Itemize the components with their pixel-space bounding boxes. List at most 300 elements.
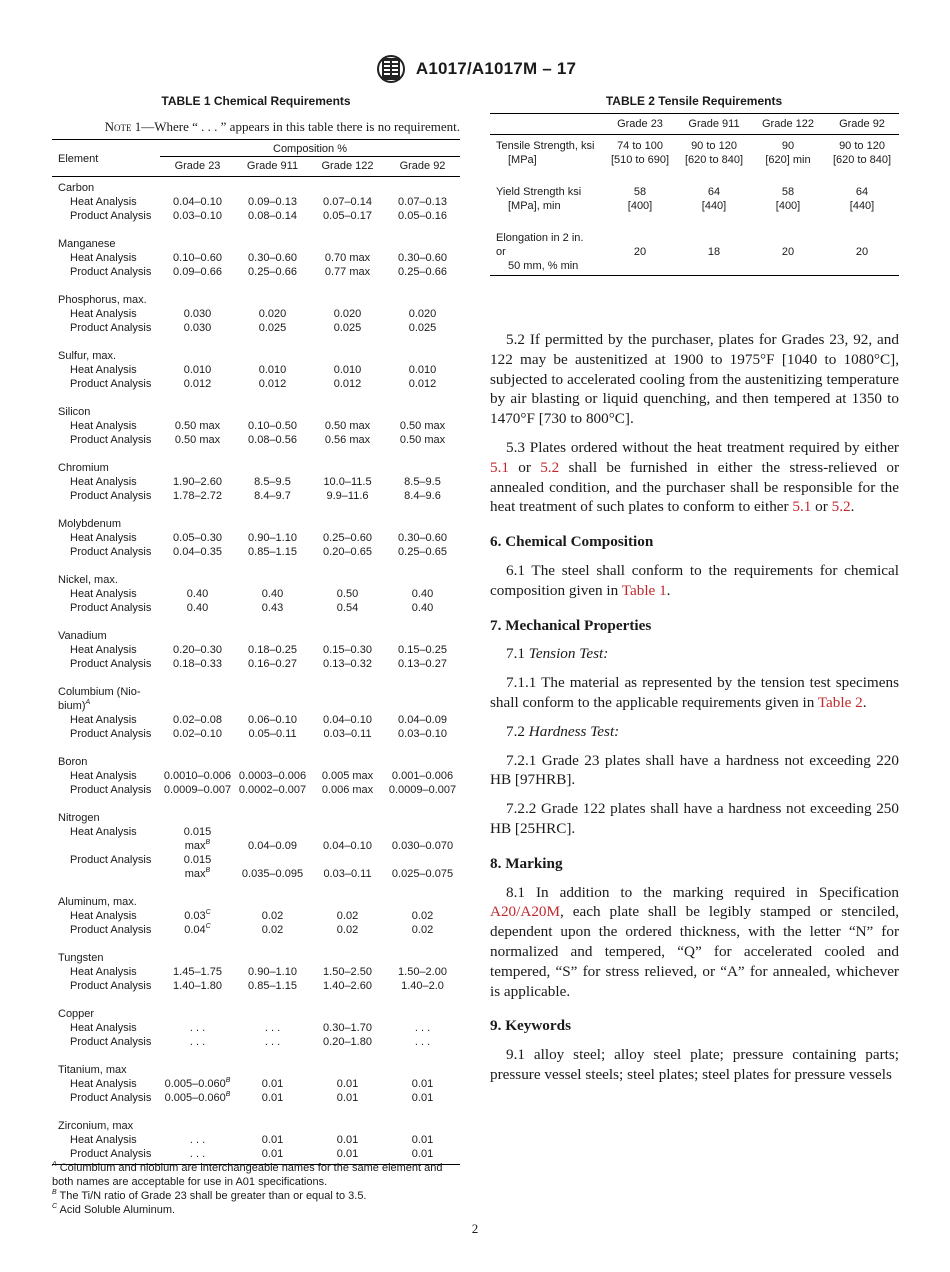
analysis-label: Product Analysis: [70, 784, 152, 796]
cell: 0.04–0.10: [173, 196, 222, 208]
cell: 0.01: [411, 1092, 434, 1104]
analysis-label: Product Analysis: [70, 546, 152, 558]
cell: 0.012: [258, 378, 287, 390]
element-name-line1: Columbium (Nio-: [58, 686, 141, 698]
page-header: [0, 54, 950, 84]
table-row: [52, 755, 460, 769]
cell: 0.50: [336, 588, 359, 600]
spacer-row: [52, 993, 460, 1007]
cell: 0.025: [408, 322, 437, 334]
grade-header: Grade 92: [385, 157, 460, 177]
element-name: Nitrogen: [58, 812, 100, 824]
subsection-title: Hardness Test:: [528, 722, 620, 740]
cell: 0.13–0.32: [323, 658, 372, 670]
analysis-label: Product Analysis: [70, 1036, 152, 1048]
footnote-ref: B: [225, 1077, 231, 1084]
cell: 8.5–9.5: [254, 476, 291, 488]
cell-line: [620 to 840]: [684, 154, 744, 166]
footnote-text: The Ti/N ratio of Grade 23 shall be greater than or equal to 3.5.: [56, 1190, 367, 1202]
link-a20[interactable]: A20/A20M: [490, 903, 561, 921]
cell: 0.85–1.15: [248, 546, 297, 558]
link-table-2[interactable]: Table 2: [817, 693, 863, 711]
table-row: [52, 461, 460, 475]
cell: [160, 1091, 235, 1105]
table-row: [52, 1119, 460, 1133]
cell: [160, 853, 235, 881]
table-row: [52, 545, 460, 559]
footnote-c: [52, 1203, 462, 1217]
cell: 20: [825, 227, 899, 276]
text-run: or: [508, 458, 541, 476]
element-name: Vanadium: [58, 630, 107, 642]
cell: 0.035–0.095: [241, 868, 304, 880]
cell: . . .: [189, 1134, 206, 1146]
cell: 0.025: [333, 322, 362, 334]
element-name: Carbon: [58, 182, 95, 194]
table-row: [52, 177, 460, 196]
analysis-label: Heat Analysis: [70, 364, 137, 376]
analysis-label: Heat Analysis: [70, 476, 137, 488]
analysis-label: Product Analysis: [70, 980, 152, 992]
composition-header: Composition %: [160, 140, 460, 157]
cell-line: max: [184, 840, 206, 852]
cell: 0.0002–0.007: [238, 784, 307, 796]
cell: 0.010: [183, 364, 212, 376]
link-section-5-2[interactable]: 5.2: [540, 458, 560, 476]
analysis-label: Product Analysis: [70, 434, 152, 446]
table-row: [52, 195, 460, 209]
cell-line: max: [184, 868, 206, 880]
element-name: Manganese: [58, 238, 116, 250]
analysis-label: Heat Analysis: [70, 196, 137, 208]
element-name: Chromium: [58, 462, 109, 474]
row-label-line: or: [496, 246, 506, 258]
cell: 0.56 max: [324, 434, 371, 446]
cell-line: 0.015: [183, 854, 212, 866]
cell-value: 0.005–0.060: [164, 1092, 226, 1104]
cell: 0.02: [411, 910, 434, 922]
paragraph-6-1: [490, 561, 899, 601]
row-label: [490, 181, 603, 227]
page-number: 2: [471, 1221, 479, 1236]
cell: 0.25–0.66: [398, 266, 447, 278]
paragraph-8-1: [490, 883, 899, 1002]
cell: [160, 825, 235, 853]
cell: 1.78–2.72: [173, 490, 222, 502]
cell: [160, 909, 235, 923]
analysis-label: Heat Analysis: [70, 714, 137, 726]
spacer-row: [52, 671, 460, 685]
table-row: [52, 251, 460, 265]
cell: 0.30–1.70: [323, 1022, 372, 1034]
text-run: 7.2: [506, 722, 529, 740]
spacer-row: [52, 741, 460, 755]
row-label-line: Tensile Strength, ksi: [496, 140, 595, 152]
cell: 0.0010–0.006: [163, 770, 232, 782]
cell-value: 0.04: [184, 924, 206, 936]
analysis-label: Heat Analysis: [70, 966, 137, 978]
cell: 0.010: [333, 364, 362, 376]
cell-line: [440]: [701, 200, 727, 212]
cell: [160, 923, 235, 937]
analysis-label: Heat Analysis: [70, 826, 137, 838]
body-text: [490, 330, 899, 1085]
cell: . . .: [189, 1022, 206, 1034]
footnote-ref: C: [205, 909, 211, 916]
grade-header: Grade 23: [160, 157, 235, 177]
cell-line: [400]: [627, 200, 653, 212]
link-section-5-1[interactable]: 5.1: [490, 458, 509, 476]
footnote-b: [52, 1189, 462, 1203]
cell: 0.30–0.60: [398, 532, 447, 544]
grade-header: Grade 911: [677, 114, 751, 135]
cell: . . .: [189, 1036, 206, 1048]
spacer-row: [52, 1049, 460, 1063]
spacer-row: [52, 223, 460, 237]
table-header-row: [490, 114, 899, 135]
cell: 0.50 max: [399, 420, 446, 432]
cell-value: 0.03: [184, 910, 206, 922]
cell: 0.50 max: [324, 420, 371, 432]
text-run: or: [811, 498, 832, 516]
paragraph-7-1-1: [490, 673, 899, 713]
table-row: [52, 951, 460, 965]
cell-line: 90: [781, 140, 795, 152]
cell: 0.02–0.08: [173, 714, 222, 726]
cell: 0.25–0.65: [398, 546, 447, 558]
spacer-row: [52, 615, 460, 629]
text-run: .: [862, 693, 867, 711]
grade-header: Grade 911: [235, 157, 310, 177]
element-name: Molybdenum: [58, 518, 121, 530]
footnote-ref: A: [85, 699, 91, 706]
element-name: Zirconium, max: [58, 1120, 134, 1132]
element-name: [52, 685, 460, 713]
table-row: [52, 1091, 460, 1105]
cell: 0.02–0.10: [173, 728, 222, 740]
cell: 0.05–0.30: [173, 532, 222, 544]
link-table-1[interactable]: Table 1: [621, 581, 667, 599]
footnote-text: Columbium and niobium are interchangeable names for the same element and both names are acceptable for use in A01 specifications.: [52, 1162, 443, 1188]
cell: . . .: [264, 1022, 281, 1034]
cell: 0.005 max: [321, 770, 374, 782]
cell: [603, 135, 677, 182]
cell: 0.18–0.33: [173, 658, 222, 670]
element-name: Nickel, max.: [58, 574, 118, 586]
analysis-label: Product Analysis: [70, 924, 152, 936]
cell: 0.70 max: [324, 252, 371, 264]
table-row: [52, 363, 460, 377]
analysis-label: Heat Analysis: [70, 1134, 137, 1146]
table-row: [52, 377, 460, 391]
subsection-title: Tension Test:: [528, 645, 609, 663]
cell: [603, 181, 677, 227]
table-row: [52, 811, 460, 825]
table-row: [490, 181, 899, 227]
section-heading-9: 9. Keywords: [490, 1017, 571, 1035]
table-row: [52, 307, 460, 321]
link-section-5-2[interactable]: 5.2: [831, 498, 851, 516]
cell: 0.020: [408, 308, 437, 320]
cell-line: 58: [781, 186, 795, 198]
paragraph-9-1: 9.1 alloy steel; alloy steel plate; pressure containing parts; pressure vessel steels; steel plates; steel plates for pressure vessels: [490, 1046, 899, 1083]
table-row: [52, 769, 460, 783]
analysis-label: Heat Analysis: [70, 1078, 137, 1090]
cell: 9.9–11.6: [326, 490, 369, 502]
table-row: [52, 727, 460, 741]
table-row: [52, 657, 460, 671]
table-row: [52, 419, 460, 433]
cell: 0.0003–0.006: [238, 770, 307, 782]
cell: 0.50 max: [399, 434, 446, 446]
cell: . . .: [414, 1036, 431, 1048]
cell: 0.010: [408, 364, 437, 376]
paragraph-7-2: [490, 722, 899, 742]
cell: [825, 181, 899, 227]
row-label: [490, 227, 603, 276]
table-row: [52, 1077, 460, 1091]
footnote-ref: B: [225, 1091, 231, 1098]
analysis-label: Heat Analysis: [70, 1022, 137, 1034]
section-heading-6: 6. Chemical Composition: [490, 533, 654, 551]
table-row: [52, 489, 460, 503]
table-row: [52, 685, 460, 713]
cell: 0.01: [310, 1147, 385, 1165]
table-row: [52, 321, 460, 335]
cell: 0.01: [411, 1134, 434, 1146]
cell: 0.25–0.60: [323, 532, 372, 544]
cell: 20: [603, 227, 677, 276]
footnote-mark: B: [52, 1189, 57, 1196]
footnote-mark: C: [52, 1203, 58, 1210]
row-label-line: Yield Strength ksi: [496, 186, 582, 198]
grade-header: Grade 122: [751, 114, 825, 135]
analysis-label: Heat Analysis: [70, 308, 137, 320]
cell: 0.50 max: [174, 420, 221, 432]
link-section-5-1[interactable]: 5.1: [792, 498, 812, 516]
cell: 0.03–0.11: [323, 868, 372, 880]
table-row: [52, 1007, 460, 1021]
cell: 0.03–0.11: [323, 728, 372, 740]
table-row: [52, 475, 460, 489]
cell: 0.30–0.60: [398, 252, 447, 264]
document-designation: A1017/A1017M – 17: [415, 59, 577, 78]
spacer-row: [52, 391, 460, 405]
row-label-line: Elongation in 2 in.: [496, 232, 584, 244]
footnote-ref: B: [205, 839, 211, 846]
table2-title: TABLE 2 Tensile Requirements: [605, 94, 783, 108]
paragraph-7-2-1: 7.2.1 Grade 23 plates shall have a hardness not exceeding 220 HB [97HRB].: [490, 751, 899, 789]
spacer-row: [52, 797, 460, 811]
cell: 0.012: [408, 378, 437, 390]
table1-note: [52, 119, 460, 135]
cell: 0.54: [336, 602, 359, 614]
cell: 0.0009–0.007: [163, 784, 232, 796]
cell: 0.006 max: [321, 784, 374, 796]
cell: [160, 1077, 235, 1091]
section-heading-7: 7. Mechanical Properties: [490, 616, 652, 634]
table1-title: TABLE 1 Chemical Requirements: [161, 94, 351, 108]
cell: 0.01: [336, 1134, 359, 1146]
analysis-label: Product Analysis: [70, 658, 152, 670]
cell: . . .: [264, 1036, 281, 1048]
footnote-a: [52, 1161, 462, 1189]
cell: 0.04–0.10: [323, 714, 372, 726]
cell: 0.09–0.66: [173, 266, 222, 278]
paragraph-5-3: [490, 438, 899, 517]
analysis-label: Product Analysis: [70, 490, 152, 502]
cell: 0.001–0.006: [391, 770, 454, 782]
cell: 0.40: [186, 602, 209, 614]
cell: 0.20–1.80: [323, 1036, 372, 1048]
table-row: [52, 1063, 460, 1077]
empty-header: [490, 114, 603, 135]
cell: 0.02: [336, 924, 359, 936]
cell: 0.07–0.13: [398, 196, 447, 208]
chemical-requirements-table: [52, 139, 460, 1165]
footnote-ref: C: [205, 923, 211, 930]
cell-line: 90 to 120: [691, 140, 737, 152]
analysis-label: Product Analysis: [70, 266, 152, 278]
cell-line: 90 to 120: [839, 140, 885, 152]
cell: 0.01: [235, 1147, 310, 1165]
table-row: [52, 601, 460, 615]
table-row: [52, 405, 460, 419]
table-row: [490, 227, 899, 276]
cell: 0.40: [411, 588, 434, 600]
cell: 0.012: [333, 378, 362, 390]
cell: 0.01: [261, 1134, 284, 1146]
cell: 0.13–0.27: [398, 658, 447, 670]
cell: 0.43: [261, 602, 284, 614]
cell: 0.08–0.14: [248, 210, 297, 222]
table-row: [52, 783, 460, 797]
cell: 0.05–0.16: [398, 210, 447, 222]
cell: 0.20–0.30: [173, 644, 222, 656]
element-name: Boron: [58, 756, 88, 768]
cell: 0.90–1.10: [248, 532, 297, 544]
element-name: Titanium, max: [58, 1064, 127, 1076]
text-run: .: [850, 498, 855, 516]
text-run: 6.1 The steel shall conform to the requirements for chemical composition given in: [490, 561, 899, 599]
cell: 0.020: [333, 308, 362, 320]
table-row: [52, 643, 460, 657]
cell: 1.50–2.50: [323, 966, 372, 978]
note-text: 1—Where “ . . . ” appears in this table there is no requirement.: [131, 119, 460, 134]
footnote-text: Acid Soluble Aluminum.: [57, 1204, 176, 1216]
cell: 8.4–9.7: [254, 490, 291, 502]
cell: 0.030–0.070: [391, 840, 454, 852]
paragraph-7-1: [490, 644, 899, 664]
cell: 0.40: [186, 588, 209, 600]
cell: 0.01: [336, 1078, 359, 1090]
table-row: [52, 237, 460, 251]
element-name: Tungsten: [58, 952, 104, 964]
footnote-mark: A: [52, 1161, 57, 1168]
table-row: [52, 531, 460, 545]
text-run: .: [666, 581, 671, 599]
element-name: Aluminum, max.: [58, 896, 137, 908]
table1-footnotes: [52, 1161, 462, 1217]
cell: 0.20–0.65: [323, 546, 372, 558]
table-row: [52, 825, 460, 853]
cell: 0.01: [336, 1092, 359, 1104]
paragraph-5-2: 5.2 If permitted by the purchaser, plates for Grades 23, 92, and 122 may be austenitized at 1900 to 1975°F [1040 to 1080°C], subjected to accelerated cooling from the austenitizing temperature by air blasting or liquid quenching, and then tempered at 1350 to 1470°F [730 to 800°C].: [490, 331, 899, 428]
cell: 0.25–0.66: [248, 266, 297, 278]
footnote-ref: B: [205, 867, 211, 874]
section-heading-8: 8. Marking: [490, 854, 563, 872]
astm-logo-icon: [374, 54, 408, 84]
element-name: Phosphorus, max.: [58, 294, 147, 306]
cell: 1.45–1.75: [173, 966, 222, 978]
element-name-line2: bium): [58, 700, 86, 712]
cell: 0.04–0.35: [173, 546, 222, 558]
cell-line: [400]: [775, 200, 801, 212]
analysis-label: Product Analysis: [70, 728, 152, 740]
note-label: Note: [104, 119, 132, 134]
grade-header: Grade 92: [825, 114, 899, 135]
table-row: [52, 517, 460, 531]
cell: . . .: [160, 1147, 235, 1165]
cell: 0.030: [183, 308, 212, 320]
cell: 10.0–11.5: [323, 476, 372, 488]
cell: 0.15–0.30: [323, 644, 372, 656]
analysis-label: Product Analysis: [70, 378, 152, 390]
analysis-label: Heat Analysis: [70, 252, 137, 264]
row-label-line: 50 mm, % min: [508, 260, 579, 272]
cell: 0.10–0.50: [248, 420, 297, 432]
table-row: [52, 587, 460, 601]
element-name: Silicon: [58, 406, 91, 418]
analysis-label: Product Analysis: [52, 1147, 160, 1165]
cell: . . .: [414, 1022, 431, 1034]
analysis-label: Product Analysis: [70, 854, 152, 866]
text-run: shall be furnished in either the stress-relieved or annealed condition, and the purchaser shall be responsible for the heat treatment of such plates to conform to either: [490, 458, 900, 516]
spacer-row: [52, 503, 460, 517]
cell: 0.01: [385, 1147, 460, 1165]
cell: 0.04–0.09: [248, 840, 297, 852]
analysis-label: Product Analysis: [70, 322, 152, 334]
cell: 0.02: [336, 910, 359, 922]
cell: [677, 181, 751, 227]
analysis-label: Product Analysis: [70, 210, 152, 222]
cell: 20: [751, 227, 825, 276]
analysis-label: Heat Analysis: [70, 420, 137, 432]
spacer-row: [52, 1105, 460, 1119]
table-row: [52, 573, 460, 587]
grade-header: Grade 122: [310, 157, 385, 177]
cell: 0.0009–0.007: [388, 784, 457, 796]
row-label: [490, 135, 603, 182]
spacer-row: [52, 937, 460, 951]
cell: 1.50–2.00: [398, 966, 447, 978]
table-row: [52, 895, 460, 909]
cell: 0.06–0.10: [248, 714, 297, 726]
grade-header: Grade 23: [603, 114, 677, 135]
cell: 0.01: [411, 1078, 434, 1090]
cell: 0.010: [258, 364, 287, 376]
cell: 0.05–0.17: [323, 210, 372, 222]
cell: 0.90–1.10: [248, 966, 297, 978]
cell: 0.030: [183, 322, 212, 334]
spacer-row: [52, 559, 460, 573]
cell: 0.08–0.56: [248, 434, 297, 446]
cell: 0.30–0.60: [248, 252, 297, 264]
cell: 0.18–0.25: [248, 644, 297, 656]
cell: 0.01: [261, 1078, 284, 1090]
cell: 0.02: [411, 924, 434, 936]
text-run: 8.1 In addition to the marking required in Specification: [506, 883, 899, 901]
